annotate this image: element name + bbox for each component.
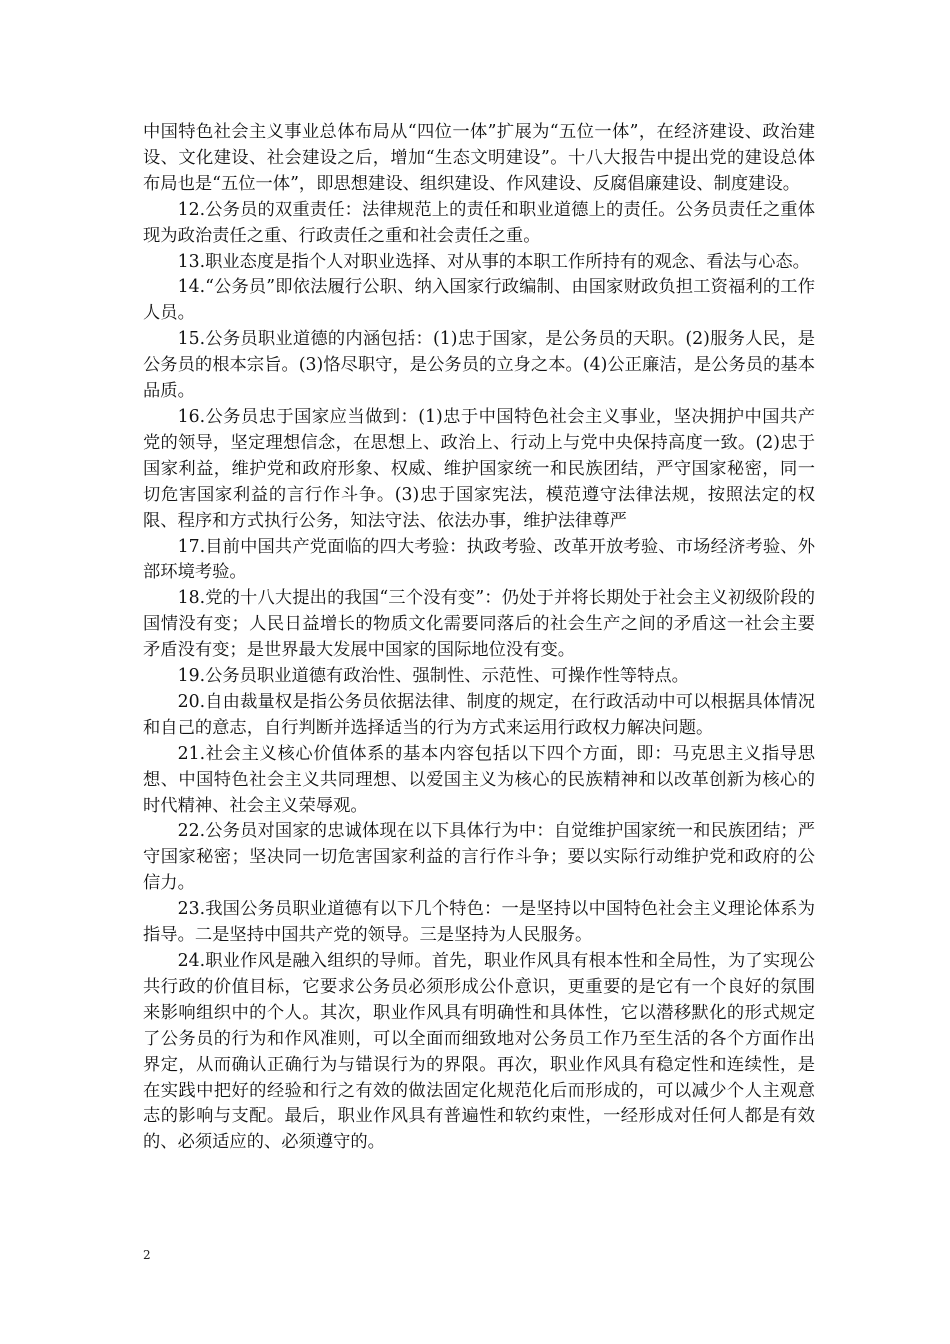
paragraph-item-21: 21.社会主义核心价值体系的基本内容包括以下四个方面，即：马克思主义指导思想、中国特色社会主义共同理想、以爱国主义为核心的民族精神和以改革创新为核心的时代精神、社会主义荣辱观。: [143, 743, 815, 816]
paragraph-item-19: 19.公务员职业道德有政治性、强制性、示范性、可操作性等特点。: [177, 666, 689, 687]
paragraph-item-23: 23.我国公务员职业道德有以下几个特色：一是坚持以中国特色社会主义理论体系为指导。二是坚持中国共产党的领导。三是坚持为人民服务。: [143, 899, 815, 946]
page-number: 2: [143, 1248, 151, 1262]
paragraph-item-14: 14.“公务员”即依法履行公职、纳入国家行政编制、由国家财政负担工资福利的工作人员。: [143, 277, 815, 324]
paragraph-continuation: 中国特色社会主义事业总体布局从“四位一体”扩展为“五位一体”，在经济建设、政治建设、文化建设、社会建设之后，增加“生态文明建设”。十八大报告中提出党的建设总体布局也是“五位一体”，即思想建设、组织建设、作风建设、反腐倡廉建设、制度建设。: [143, 122, 815, 194]
document-body: [143, 120, 815, 1156]
paragraph-item-15: 15.公务员职业道德的内涵包括：(1)忠于国家，是公务员的天职。(2)服务人民，是公务员的根本宗旨。(3)恪尽职守，是公务员的立身之本。(4)公正廉洁，是公务员的基本品质。: [143, 329, 815, 402]
paragraph-item-18: 18.党的十八大提出的我国“三个没有变”：仍处于并将长期处于社会主义初级阶段的国情没有变；人民日益增长的物质文化需要同落后的社会生产之间的矛盾这一社会主要矛盾没有变；是世界最大发展中国家的国际地位没有变。: [143, 588, 815, 661]
paragraph-item-20: 20.自由裁量权是指公务员依据法律、制度的规定，在行政活动中可以根据具体情况和自己的意志，自行判断并选择适当的行为方式来运用行政权力解决问题。: [143, 691, 815, 738]
paragraph-item-24: 24.职业作风是融入组织的导师。首先，职业作风具有根本性和全局性，为了实现公共行政的价值目标，它要求公务员必须形成公仆意识，更重要的是它有一个良好的氛围来影响组织中的个人。其次，职业作风具有明确性和具体性，它以潜移默化的形式规定了公务员的行为和作风准则，可以全面而细致地对公务员工作乃至生活的各个方面作出界定，从而确认正确行为与错误行为的界限。再次，职业作风具有稳定性和连续性，是在实践中把好的经验和行之有效的做法固定化规范化后而形成的，可以减少个人主观意志的影响与支配。最后，职业作风具有普遍性和软约束性，一经形成对任何人都是有效的、必须适应的、必须遵守的。: [143, 951, 815, 1153]
paragraph-item-12: 12.公务员的双重责任：法律规范上的责任和职业道德上的责任。公务员责任之重体现为政治责任之重、行政责任之重和社会责任之重。: [143, 199, 815, 246]
paragraph-item-22: 22.公务员对国家的忠诚体现在以下具体行为中：自觉维护国家统一和民族团结；严守国家秘密；坚决同一切危害国家利益的言行作斗争；要以实际行动维护党和政府的公信力。: [143, 821, 815, 894]
paragraph-item-16: 16.公务员忠于国家应当做到：(1)忠于中国特色社会主义事业，坚决拥护中国共产党的领导，坚定理想信念，在思想上、政治上、行动上与党中央保持高度一致。(2)忠于国家利益，维护党和政府形象、权威、维护国家统一和民族团结，严守国家秘密，同一切危害国家利益的言行作斗争。(3)忠于国家宪法，模范遵守法律法规，按照法定的权限、程序和方式执行公务，知法守法、依法办事，维护法律尊严: [143, 406, 815, 531]
paragraph-item-13: 13.职业态度是指个人对职业选择、对从事的本职工作所持有的观念、看法与心态。: [177, 251, 810, 272]
paragraph-item-17: 17.目前中国共产党面临的四大考验：执政考验、改革开放考验、市场经济考验、外部环境考验。: [143, 536, 815, 583]
